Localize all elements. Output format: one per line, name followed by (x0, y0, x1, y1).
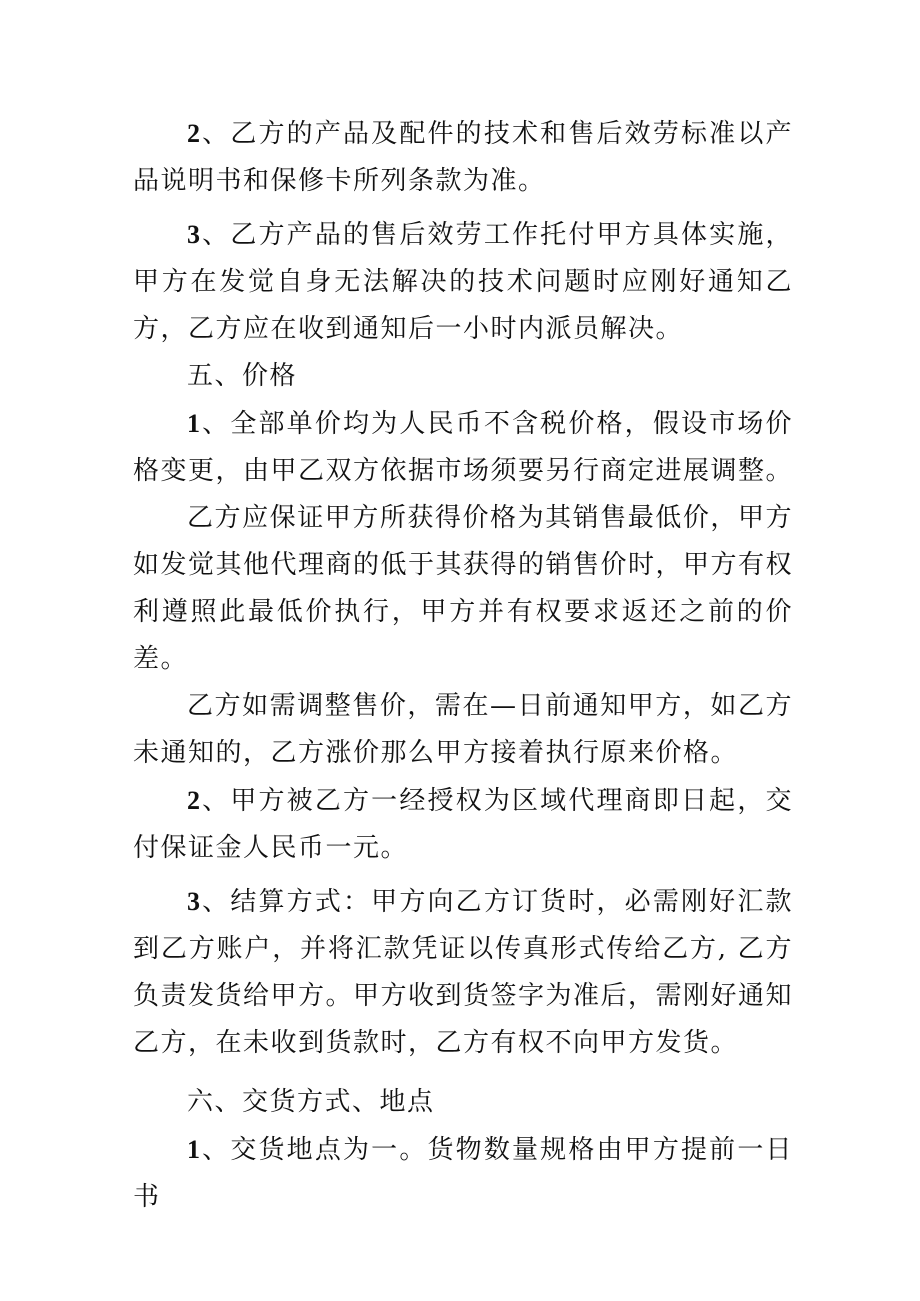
paragraph-text: 、全部单价均为人民币不含税价格，假设市场价格变更，由甲乙双方依据市场须要另行商定进展调整。 (133, 409, 794, 486)
clause-number: 1 (187, 409, 202, 438)
paragraph-unit-price (133, 400, 793, 495)
paragraph-text: 、结算方式：甲方向乙方订货时，必需刚好汇款到乙方账户，并将汇款凭证以传真形式传给乙方, 乙方负责发货给甲方。甲方收到货签字为准后，需刚好通知乙方，在未收到货款时，乙方有权不向甲方发货。 (133, 887, 794, 1058)
clause-number: 2 (187, 786, 202, 815)
clause-number: 3 (187, 220, 202, 249)
paragraph-price-adjustment: 乙方如需调整售价，需在—日前通知甲方，如乙方未通知的，乙方涨价那么甲方接着执行原来价格。 (133, 691, 793, 768)
clause-number: 1 (187, 1135, 202, 1164)
paragraph-text: 、乙方的产品及配件的技术和售后效劳标准以产品说明书和保修卡所列条款为准。 (133, 119, 793, 196)
paragraph-deposit (133, 777, 793, 872)
section-heading-delivery: 六、交货方式、地点 (187, 1087, 435, 1117)
paragraph-delivery-location (133, 1126, 793, 1221)
paragraph-product-standards (133, 110, 793, 205)
paragraph-after-sales-service (133, 211, 793, 353)
section-heading-price: 五、价格 (187, 361, 298, 391)
paragraph-text: 、交货地点为一。货物数量规格由甲方提前一日书 (133, 1135, 793, 1212)
paragraph-settlement (133, 878, 793, 1067)
document-page (133, 110, 793, 1221)
paragraph-lowest-price: 乙方应保证甲方所获得价格为其销售最低价，甲方如发觉其他代理商的低于其获得的销售价时，甲方有权利遵照此最低价执行，甲方并有权要求返还之前的价差。 (133, 503, 794, 674)
clause-number: 2 (187, 119, 202, 148)
paragraph-text: 、乙方产品的售后效劳工作托付甲方具体实施，甲方在发觉自身无法解决的技术问题时应刚好通知乙方，乙方应在收到通知后一小时内派员解决。 (133, 220, 793, 344)
clause-number: 3 (187, 887, 202, 916)
paragraph-text: 、甲方被乙方一经授权为区域代理商即日起，交付保证金人民币一元。 (133, 786, 793, 863)
